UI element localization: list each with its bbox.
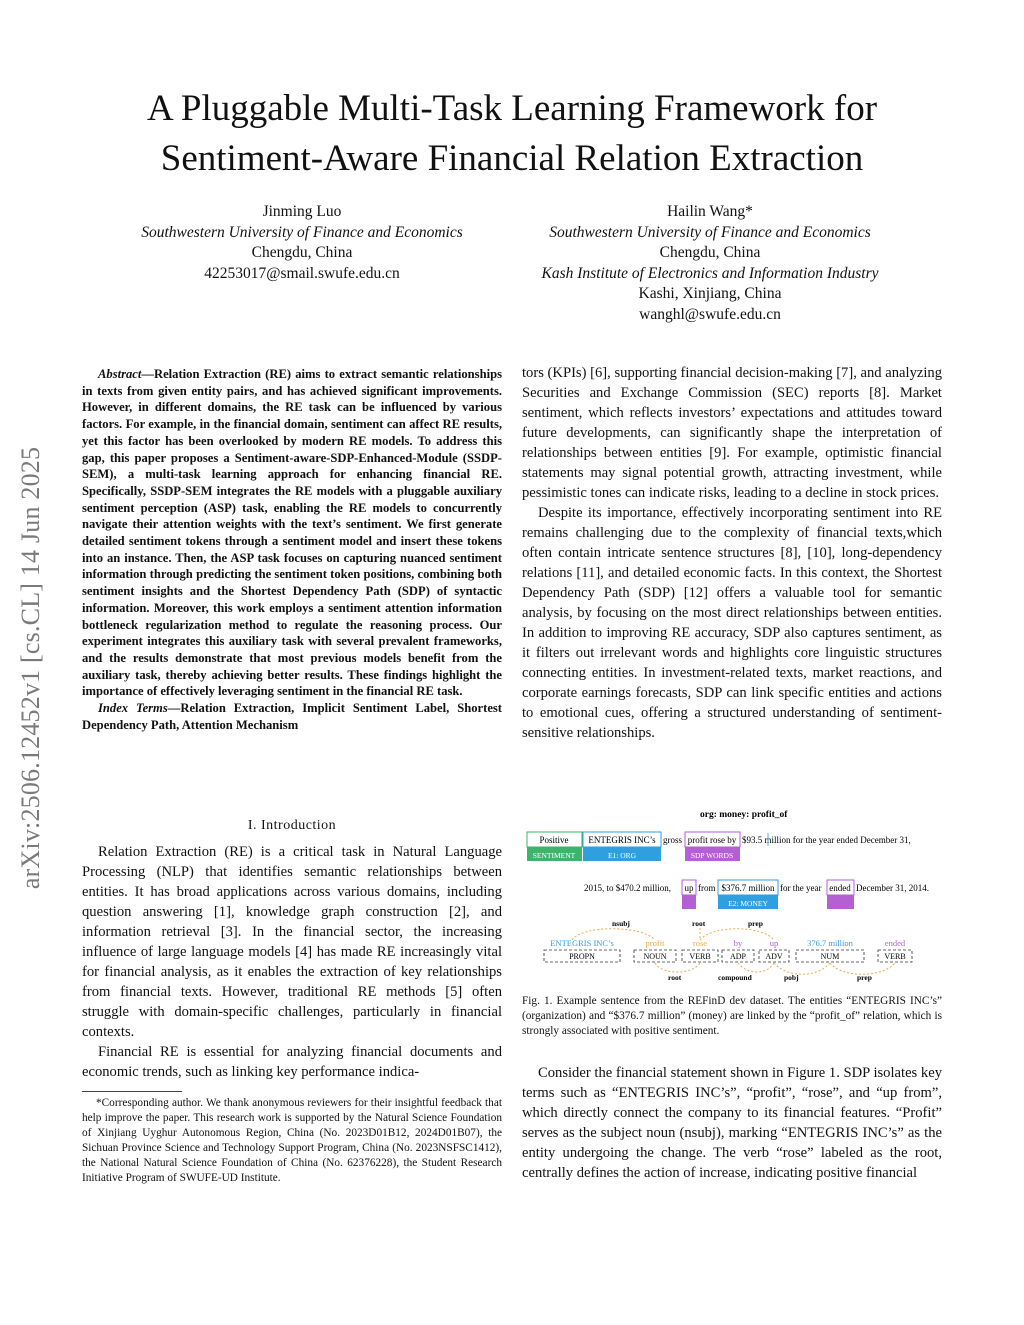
token: ended	[884, 938, 906, 948]
word-for-the-year: for the year	[780, 883, 822, 893]
pos-tag: NOUN	[643, 952, 667, 961]
arxiv-id[interactable]: arXiv:2506.12452v1 [cs.CL] 14 Jun 2025	[16, 446, 45, 890]
dep-prep: prep	[748, 919, 763, 928]
e2-label: E2: MONEY	[728, 899, 768, 908]
author-email[interactable]: 42253017@smail.swufe.edu.cn	[204, 264, 400, 282]
right-paragraph-3: Consider the financial statement shown in Figure 1. SDP isolates key terms such as “ENTEGRIS INC’s”, “profit”, “rose”, and “up from”, which directly connect the company to its financial features. “Profit” serves as the subject noun (nsubj), marking “ENTEGRIS INC’s” as the entity undergoing the change. The verb “rose” labeled as the root, centrally defines the action of increase, indicating positive financial	[522, 1065, 942, 1181]
tag-positive: Positive	[539, 835, 569, 845]
e1-label: E1: ORG	[607, 851, 637, 860]
footnote-rule	[82, 1091, 182, 1092]
right-column-body	[522, 363, 942, 743]
token: up	[769, 938, 779, 948]
right-paragraph-1: tors (KPIs) [6], supporting financial decision-making [7], and analyzing Securities and Exchange Commission (SEC) reports [8]. Market sentiment, which reflects investors’ expectations and attitudes toward future developments, can significantly shape the interpretation of relationships between entities [9]. For example, optimistic financial statements may signal potential growth, attracting investment, while pessimistic tones can indicate risks, leading to a decline in stock prices.	[522, 365, 942, 501]
dep-root2: root	[668, 973, 682, 982]
author-email[interactable]: wanghl@swufe.edu.cn	[639, 305, 781, 323]
arxiv-stamp	[11, 378, 51, 958]
sdp-text: profit rose by	[687, 835, 737, 845]
right-column-body-2	[522, 1063, 942, 1183]
token: rose	[692, 938, 708, 948]
index-terms-label: Index Terms	[98, 701, 168, 716]
figure-caption: Fig. 1. Example sentence from the REFinD dev dataset. The entities “ENTEGRIS INC’s” (organization) and “$376.7 million” (money) are linked by the “profit_of” relation, which is strongly associated with positive sentiment.	[522, 995, 942, 1037]
e2-text: $376.7 million	[721, 883, 775, 893]
pos-tag: VERB	[689, 952, 711, 961]
pos-tag: ADV	[765, 952, 783, 961]
token: ENTEGRIS INC’s	[550, 938, 614, 948]
token-row	[550, 938, 906, 948]
author-city-2: Kashi, Xinjiang, China	[638, 285, 782, 302]
paper-title	[60, 84, 964, 184]
author-name: Hailin Wang*	[667, 203, 753, 220]
section-heading: I. Introduction	[247, 818, 337, 833]
author-block-2	[510, 202, 910, 325]
author-city: Chengdu, China	[659, 244, 761, 261]
token: by	[733, 938, 743, 948]
pos-row	[544, 950, 912, 962]
pos-tag: NUM	[820, 952, 840, 961]
abstract-text: —Relation Extraction (RE) aims to extract semantic relationships in texts from given entity pairs, and has achieved significant improvements. However, in different domains, the RE task can be influenced by various factors. For example, in the financial domain, sentiment can affect RE results, yet this factor has been overlooked by modern RE models. To address this gap, this paper proposes a Sentiment-aware-SDP-Enhanced-Module (SSDP-SEM), a multi-task learning approach for enhancing financial RE. Specifically, SSDP-SEM integrates the RE models with a pluggable auxiliary sentiment perception (ASP) task, enabling the RE models to concurrently navigate their attention weights with the text’s sentiment. We first generate detailed sentiment tokens through a sentiment model and insert these tokens into an instance. Then, the ASP task focuses on capturing nuanced sentiment information through predicting the sentiment token positions, combining both sentiment insights and the Shortest Dependency Path (SDP) of syntactic information. Moreover, this work employs a sentiment attention information bottleneck regularization method to regulate the reasoning process. Our experiment integrates this auxiliary task with several prevalent frameworks, and the results demonstrate that most previous models benefit from the auxiliary task, thereby achieving better results. These findings highlight the importance of effectively leveraging sentiment in the financial RE task.	[82, 367, 502, 699]
dep-nsubj: nsubj	[612, 919, 630, 928]
author-city: Chengdu, China	[251, 244, 353, 261]
author-block-1	[102, 202, 502, 284]
footnote	[82, 1096, 502, 1186]
relation-label: org: money: profit_of	[700, 810, 788, 820]
pos-tag: ADP	[729, 952, 747, 961]
author-affiliation: Southwestern University of Finance and Economics	[549, 223, 871, 241]
arc-root2	[655, 963, 700, 972]
abstract-label: Abstract	[98, 367, 142, 381]
footnote-text: *Corresponding author. We thank anonymous reviewers for their insightful feedback that help improve the paper. This research work is supported by the Natural Science Foundation of Xinjiang Uyghur Autonomous Region, China (No. 2023D01B12, 2024D01B07), the Sichuan Province Science and Technology Support Program, China (No. 2023NSFSC1412), the National Natural Science Foundation of China (No. 62376228), the Student Research Initiative Program of SWUFE-UD Institute.	[82, 1097, 502, 1184]
word-gross: gross	[663, 835, 683, 845]
pos-tag: VERB	[884, 952, 906, 961]
index-terms-text: —Relation Extraction, Implicit Sentiment Label, Shortest Dependency Path, Attention Mechanism	[82, 701, 502, 732]
title-line-1: A Pluggable Multi-Task Learning Framework for	[146, 88, 878, 129]
tag-sentiment: SENTIMENT	[532, 851, 576, 860]
token: profit	[645, 938, 665, 948]
dep-root: root	[692, 919, 706, 928]
arc-compound	[738, 963, 774, 972]
sdp-label: SDP WORDS	[690, 851, 734, 860]
arc-pobj	[774, 963, 830, 974]
abstract	[82, 366, 502, 733]
pos-tag: PROPN	[569, 952, 595, 961]
figure-1	[522, 800, 952, 985]
line1-rest: $93.5 million for the year ended December 31,	[742, 835, 911, 845]
author-affiliation: Southwestern University of Finance and Economics	[141, 223, 463, 241]
word-up: up	[684, 883, 694, 893]
author-affiliation-2: Kash Institute of Electronics and Information Industry	[541, 264, 879, 282]
up-label-bg	[682, 895, 696, 909]
token: 376.7 million	[807, 938, 853, 948]
line2-end: December 31, 2014.	[856, 883, 929, 893]
author-name: Jinming Luo	[262, 203, 342, 220]
intro-body	[82, 842, 502, 1082]
ended-label-bg	[827, 895, 854, 909]
dep-prep2: prep	[857, 973, 872, 982]
line2-start: 2015, to $470.2 million,	[584, 883, 672, 893]
dep-pobj: pobj	[784, 973, 799, 982]
intro-paragraph-2: Financial RE is essential for analyzing financial documents and economic trends, such as linking key performance indica-	[82, 1044, 502, 1080]
intro-paragraph-1: Relation Extraction (RE) is a critical task in Natural Language Processing (NLP) that identifies semantic relationships between entities. It has broad applications across various domains, including question answering [1], knowledge graph construction [2], and information retrieval [3]. In the financial sector, the increasing influence of large language models [4] has made RE increasingly vital for financial analysis, as it enables the extraction of key relationships from financial texts. However, traditional RE methods [5] often struggle with domain-specific challenges, particularly in financial contexts.	[82, 844, 502, 1040]
title-line-2: Sentiment-Aware Financial Relation Extraction	[160, 138, 864, 179]
word-ended: ended	[829, 883, 851, 893]
dep-compound: compound	[718, 973, 752, 982]
e1-text: ENTEGRIS INC’s	[588, 835, 656, 845]
word-from: from	[698, 883, 716, 893]
right-paragraph-2: Despite its importance, effectively incorporating sentiment into RE remains challenging due to the complexity of financial texts,which often contain intricate sentence structures [8], [10], long-dependency relations [11], and detailed economic facts. In this context, the Shortest Dependency Path (SDP) [12] offers a valuable tool for semantic analysis, by focusing on the most direct relationships between entities. In addition to improving RE accuracy, SDP also captures sentiment, as it filters out irrelevant words and highlights core linguistic structures connecting entities. In investment-related texts, market reactions, and corporate earnings forecasts, SDP can link specific entities and actions to emotional cues, offering a structured understanding of sentiment-sensitive relationships.	[522, 505, 942, 741]
